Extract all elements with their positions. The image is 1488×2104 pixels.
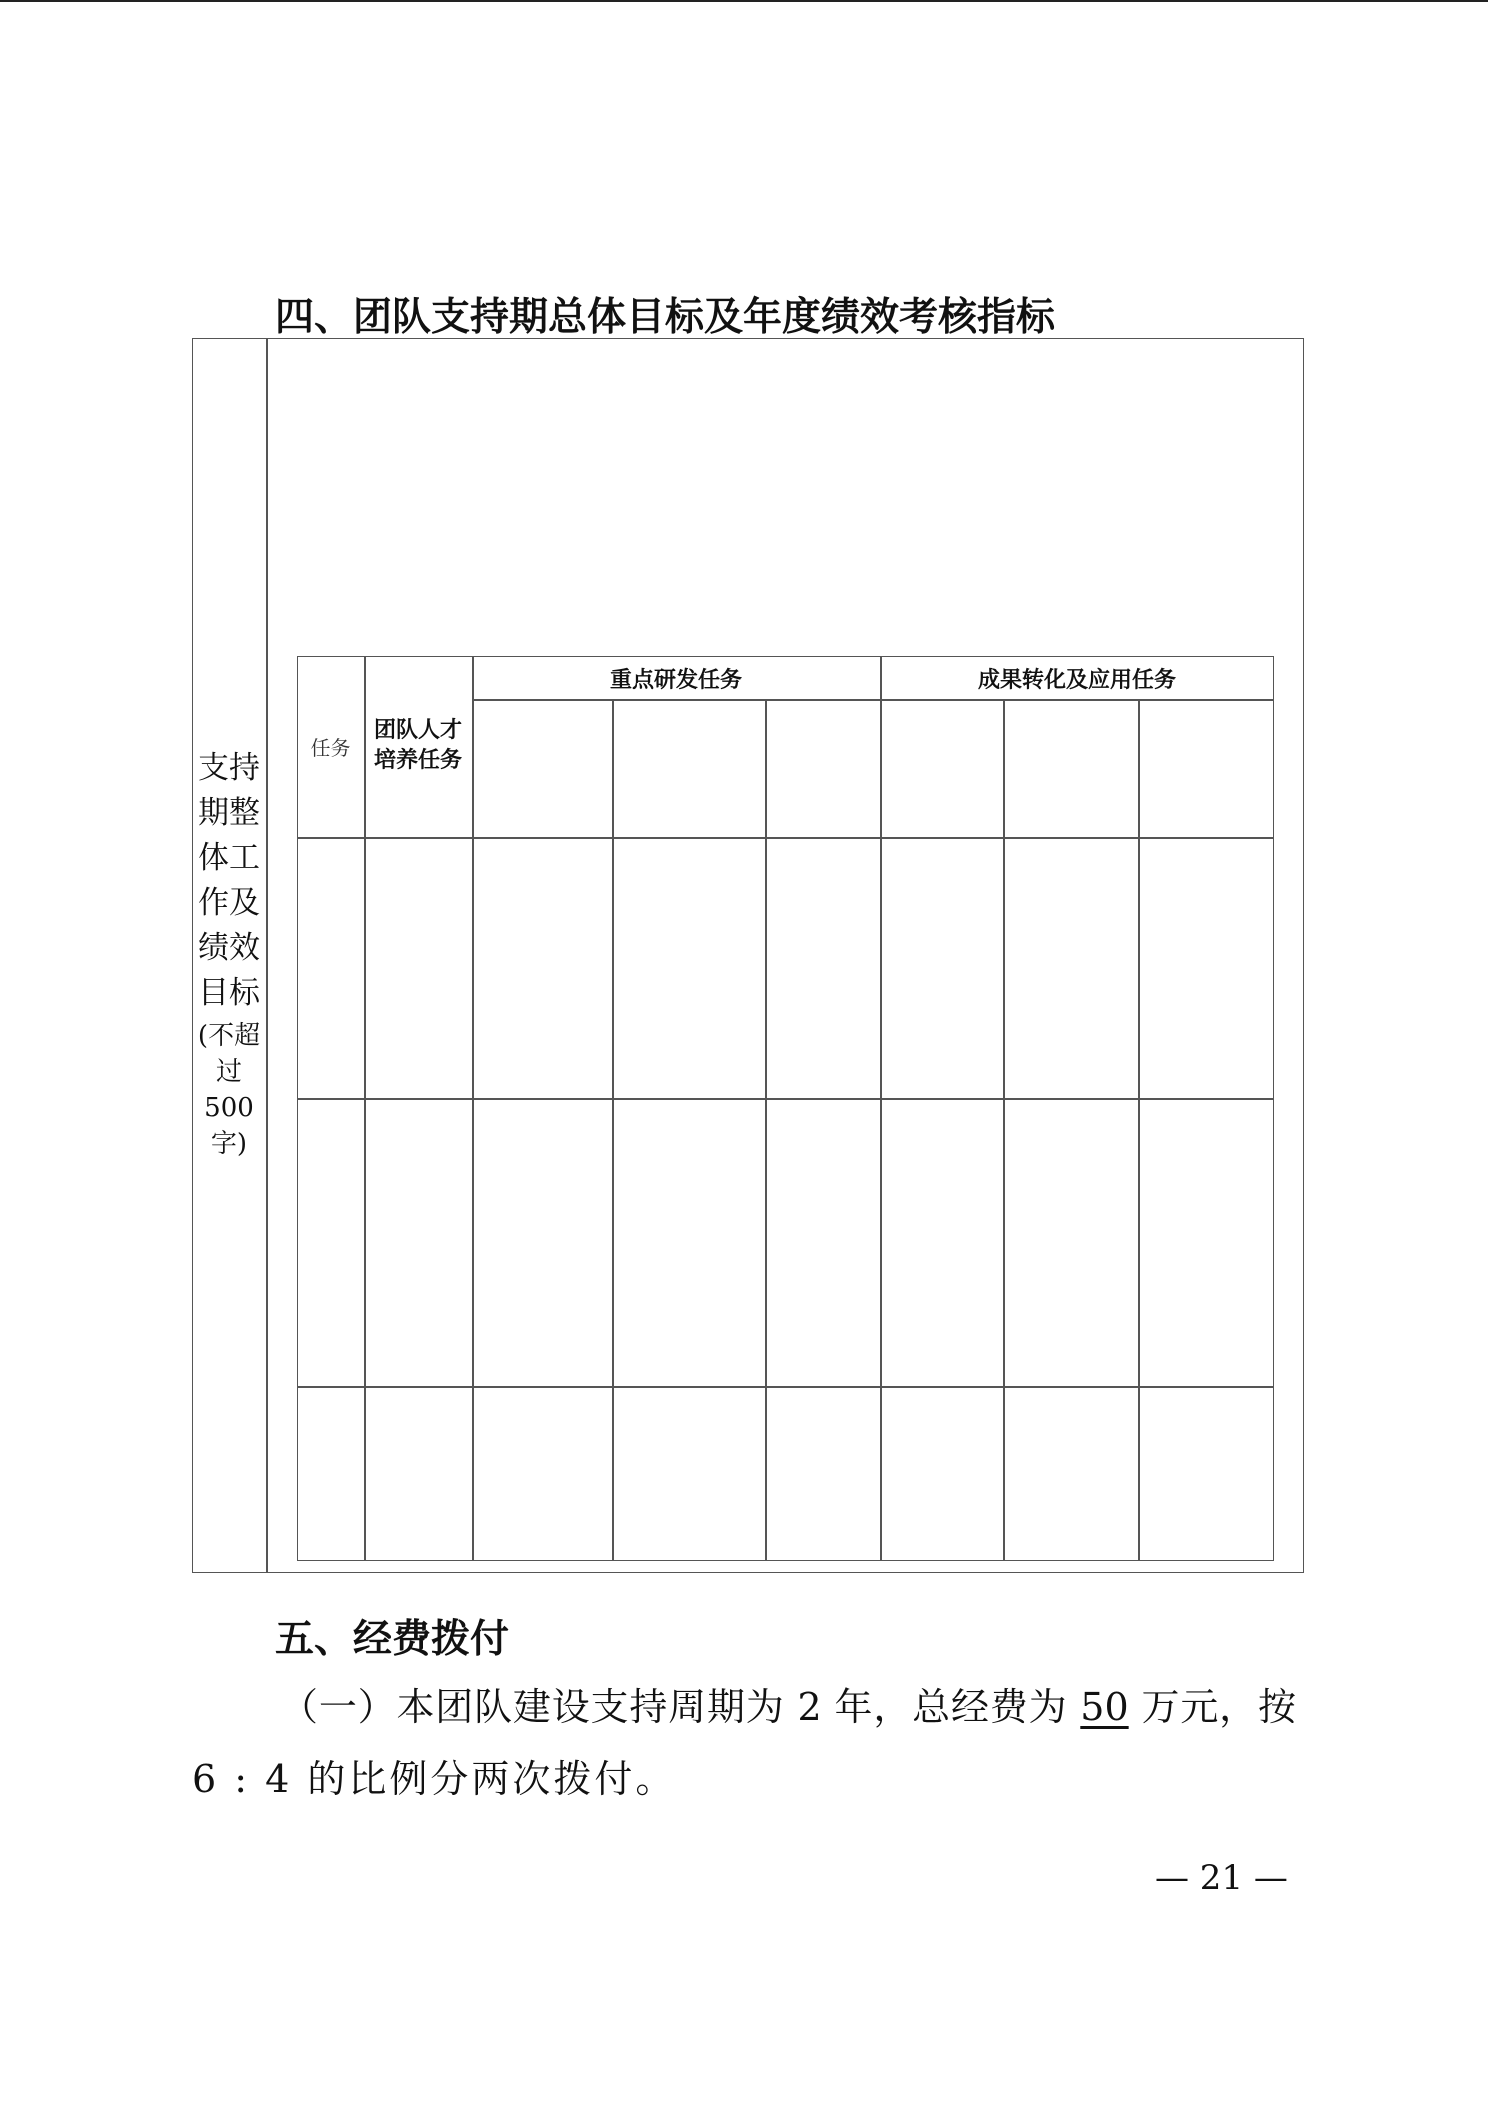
header-transfer-tasks: 成果转化及应用任务 — [977, 668, 1176, 693]
header-talent-line: 团队人才 — [373, 718, 462, 743]
table-line — [297, 1386, 1274, 1388]
funding-text: 万元，按 — [1128, 1685, 1296, 1729]
left-label-line: 支持 — [198, 750, 260, 786]
page-top-border — [0, 0, 1488, 2]
header-task: 任务 — [310, 736, 351, 760]
table-line — [297, 1098, 1274, 1100]
funding-text: （一）本团队建设支持周期为 2 年，总经费为 — [280, 1685, 1081, 1729]
header-talent-line: 培养任务 — [373, 748, 462, 773]
table-line — [472, 699, 1274, 701]
header-rd-tasks: 重点研发任务 — [609, 668, 742, 693]
table-line — [297, 837, 1274, 839]
table-line — [765, 699, 767, 1561]
left-label-note: (不超 — [197, 1021, 261, 1051]
table-line — [1003, 699, 1005, 1561]
left-label-note: 过 — [215, 1057, 242, 1087]
page-number: — 21 — — [1155, 1858, 1288, 1898]
funding-paragraph-line1 — [280, 1676, 1296, 1731]
left-label-line: 体工 — [198, 840, 260, 876]
table-line — [364, 656, 366, 1561]
goals-table-divider — [266, 338, 268, 1573]
header-talent — [364, 716, 472, 776]
left-label-line: 期整 — [198, 795, 260, 831]
funding-amount: 50 — [1080, 1685, 1129, 1729]
table-line — [472, 656, 474, 1561]
left-label-line: 作及 — [198, 885, 260, 921]
left-label-note: 500 — [204, 1093, 254, 1123]
left-label-line: 目标 — [198, 975, 260, 1011]
left-label-note: 字) — [210, 1129, 248, 1159]
funding-paragraph-line2: 6 : 4 的比例分两次拨付。 — [192, 1757, 677, 1801]
table-line — [1138, 699, 1140, 1561]
section4-title: 四、团队支持期总体目标及年度绩效考核指标 — [275, 295, 1056, 340]
section5-title: 五、经费拨付 — [275, 1617, 510, 1662]
task-table — [297, 656, 1274, 1561]
left-label-line: 绩效 — [198, 930, 260, 966]
table-line — [612, 699, 614, 1561]
table-line — [880, 656, 882, 1561]
